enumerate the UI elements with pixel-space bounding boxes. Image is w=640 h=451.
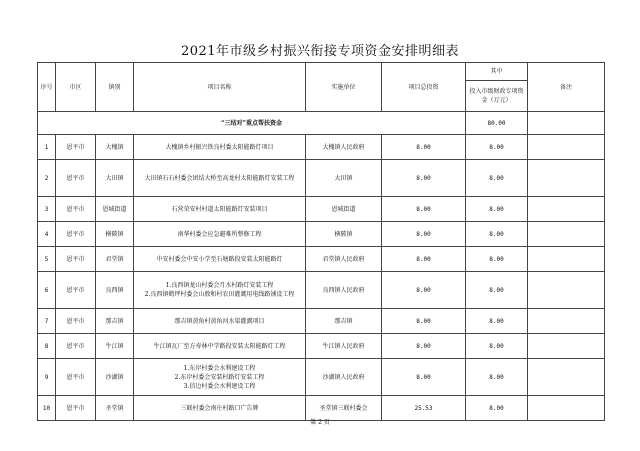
cell-unit: 大田镇: [306, 160, 382, 197]
cell-project: [134, 160, 306, 197]
cell-town: 君堂镇: [96, 247, 134, 272]
cell-total: 8.00: [382, 222, 466, 247]
cell-total: 25.53: [382, 396, 466, 421]
page-number: 第 2 页: [310, 419, 330, 426]
cell-fund: 8.00: [466, 309, 528, 334]
cell-project: [134, 334, 306, 359]
cell-unit: 良西镇人民政府: [306, 272, 382, 309]
cell-total: 8.00: [382, 197, 466, 222]
table-row: [38, 222, 605, 247]
header-town: 镇别: [96, 63, 134, 112]
cell-seq: 6: [38, 272, 56, 309]
cell-note: [528, 197, 605, 222]
project-line: 大田镇石石村委会团结大桥至高龙村太阳能路灯安: [144, 174, 277, 182]
cell-project: [134, 247, 306, 272]
table-row: [38, 309, 605, 334]
cell-unit: 沙湖镇人民政府: [306, 359, 382, 396]
section-row: [38, 112, 605, 135]
cell-seq: 9: [38, 359, 56, 396]
cell-unit: 恩城街道: [306, 197, 382, 222]
cell-city: 恩平市: [56, 160, 96, 197]
cell-project: [134, 359, 306, 396]
cell-city: 恩平市: [56, 359, 96, 396]
cell-town: 牛江镇: [96, 334, 134, 359]
table-row: [38, 135, 605, 160]
cell-fund: 8.00: [466, 334, 528, 359]
cell-total: 8.00: [382, 272, 466, 309]
cell-town: 圣堂镇: [96, 396, 134, 421]
cell-total: 8.00: [382, 334, 466, 359]
cell-note: [528, 160, 605, 197]
header-note: 备注: [528, 63, 605, 112]
cell-unit: 大槐镇人民政府: [306, 135, 382, 160]
cell-town: 大田镇: [96, 160, 134, 197]
cell-project: [134, 222, 306, 247]
table-row: [38, 197, 605, 222]
header-total: 项目总投资: [382, 63, 466, 112]
project-line: 3.信边村委会水利建设工程: [183, 382, 256, 390]
header-seq: 序号: [38, 63, 56, 112]
cell-town: 大槐镇: [96, 135, 134, 160]
page-title: 2021年市级乡村振兴衔接专项资金安排明细表: [180, 44, 460, 59]
cell-fund: 8.00: [466, 135, 528, 160]
header-unit: 实施单位: [306, 63, 382, 112]
cell-fund: 8.00: [466, 160, 528, 197]
section-fund: 80.00: [466, 112, 528, 135]
cell-seq: 3: [38, 197, 56, 222]
header-city: 市区: [56, 63, 96, 112]
project-line: 那吉镇黄角村黄角河水渠灌溉项目: [174, 317, 265, 325]
cell-project: [134, 197, 306, 222]
header-group: 其中: [466, 63, 528, 81]
cell-seq: 7: [38, 309, 56, 334]
cell-city: 恩平市: [56, 396, 96, 421]
cell-fund: 8.00: [466, 396, 528, 421]
cell-note: [528, 309, 605, 334]
project-line: 三联村委会南庄村路口广告牌: [180, 404, 259, 412]
cell-fund: 8.00: [466, 272, 528, 309]
cell-total: 8.00: [382, 135, 466, 160]
table-row: [38, 247, 605, 272]
cell-city: 恩平市: [56, 309, 96, 334]
cell-city: 恩平市: [56, 247, 96, 272]
cell-city: 恩平市: [56, 135, 96, 160]
cell-fund: 8.00: [466, 359, 528, 396]
cell-unit: 横陂镇: [306, 222, 382, 247]
table-row: [38, 272, 605, 309]
cell-note: [528, 222, 605, 247]
cell-city: 恩平市: [56, 272, 96, 309]
cell-fund: 8.00: [466, 222, 528, 247]
cell-town: 恩城街道: [96, 197, 134, 222]
cell-unit: 圣堂镇三联村委会: [306, 396, 382, 421]
cell-seq: 5: [38, 247, 56, 272]
cell-fund: 8.00: [466, 247, 528, 272]
header-project: 项目名称: [134, 63, 306, 112]
cell-town: 良西镇: [96, 272, 134, 309]
cell-note: [528, 359, 605, 396]
project-line: 2.良西镇鹤坪村委会山敦和村农田灌溉用电线路铺设工程: [144, 291, 295, 298]
cell-note: [528, 334, 605, 359]
project-line: 1.东岸村委会水利建设工程: [183, 364, 256, 372]
cell-note: [528, 272, 605, 309]
cell-seq: 4: [38, 222, 56, 247]
project-line: 石营荣安村村道太阳能路灯安装项目: [171, 205, 268, 213]
cell-unit: 那吉镇: [306, 309, 382, 334]
cell-town: 沙湖镇: [96, 359, 134, 396]
cell-total: 8.00: [382, 309, 466, 334]
cell-project: [134, 309, 306, 334]
cell-city: 恩平市: [56, 222, 96, 247]
project-line: 装工程: [276, 174, 295, 182]
cell-seq: 2: [38, 160, 56, 197]
cell-town: 横陂镇: [96, 222, 134, 247]
table-row: [38, 334, 605, 359]
funding-table: [37, 62, 605, 421]
cell-fund: 8.00: [466, 197, 528, 222]
cell-city: 恩平市: [56, 334, 96, 359]
cell-unit: 牛江镇人民政府: [306, 334, 382, 359]
project-line: 中安村委会中安小学至石塘路段安装太阳能路灯: [156, 255, 283, 263]
project-line: 南华村委会应急避难所整修工程: [177, 230, 262, 238]
project-line: 牛江镇瓦厂至方寿林中学路段安装太阳能路灯工程: [153, 342, 286, 350]
cell-unit: 君堂镇人民政府: [306, 247, 382, 272]
section-note: [528, 112, 605, 135]
header-fund: 投入市级财政专项资金（万元）: [466, 81, 528, 112]
project-line: 大槐镇乡村振兴铁良村委太阳能路灯项目: [165, 143, 274, 151]
cell-city: 恩平市: [56, 197, 96, 222]
section-label: “三结对”重点帮扶资金: [38, 112, 466, 135]
cell-seq: 1: [38, 135, 56, 160]
project-line: 2.东岸村委会安装村路灯安装工程: [174, 373, 265, 381]
table-row: [38, 160, 605, 197]
cell-town: 那吉镇: [96, 309, 134, 334]
cell-total: 8.00: [382, 160, 466, 197]
cell-project: [134, 135, 306, 160]
cell-note: [528, 247, 605, 272]
project-line: 1.良西镇龙山村委会月水村路灯安装工程: [165, 282, 274, 289]
cell-seq: 8: [38, 334, 56, 359]
cell-seq: 10: [38, 396, 56, 421]
cell-total: 8.00: [382, 359, 466, 396]
cell-total: 8.00: [382, 247, 466, 272]
cell-note: [528, 135, 605, 160]
cell-project: [134, 272, 306, 309]
table-row: [38, 359, 605, 396]
